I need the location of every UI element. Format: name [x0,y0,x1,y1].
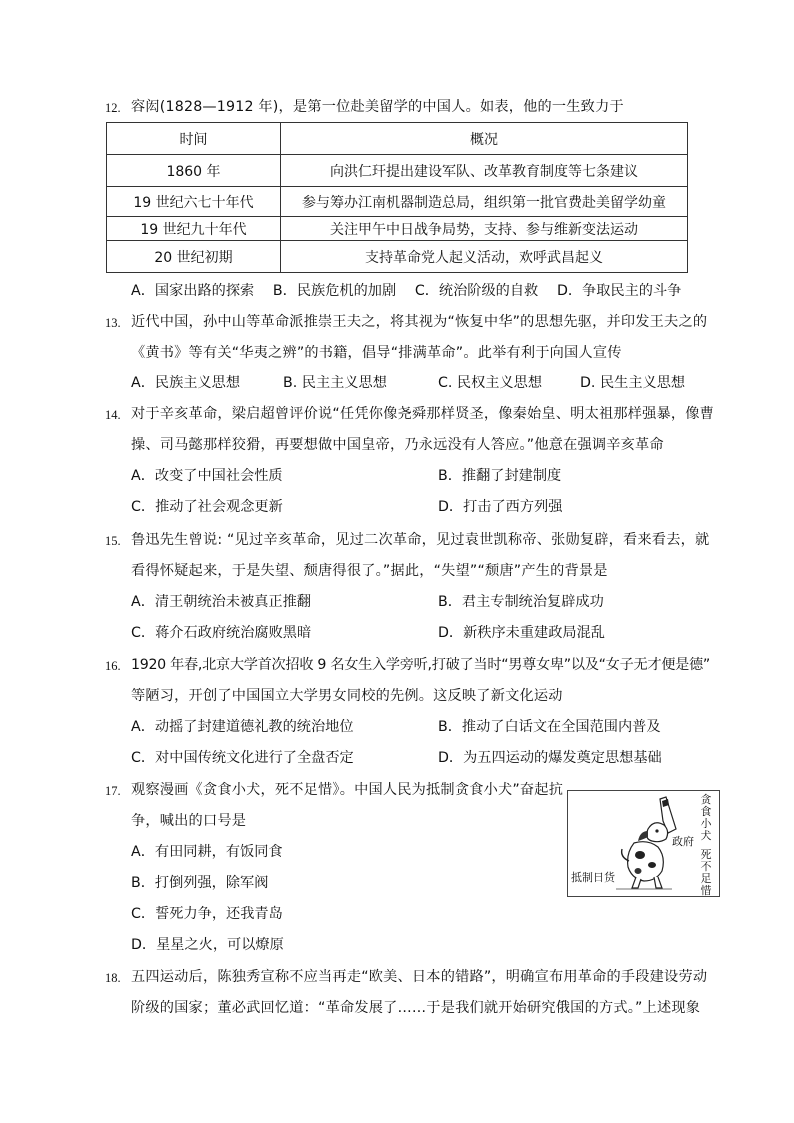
table-cell: 向洪仁玕提出建设军队、改革教育制度等七条建议 [281,155,688,187]
option-b: B．君主专制统治复辟成功 [438,594,604,610]
table-row [107,217,688,241]
question-stem-line: 五四运动后，陈独秀宣称不应当再走“欧美、日本的错路”，明确宣布用革命的手段建设劳动 [131,969,708,985]
table-cell: 关注甲午中日战争局势，支持、参与维新变法运动 [281,217,688,241]
question-stem-line: 操、司马懿那样狡猾，再要想做中国皇帝，乃永远没有人答应。”他意在强调辛亥革命 [131,437,664,453]
option-b: B．打倒列强，除军阀 [131,875,269,891]
table-cell: 1860 年 [107,155,281,187]
table-header-row [107,123,688,155]
question-stem: 容闳(1828—1912 年)，是第一位赴美留学的中国人。如表，他的一生致力于 [131,99,624,115]
question-number: 12. [105,101,121,115]
cartoon-image [567,790,720,897]
option-a: A．动摇了封建道德礼教的统治地位 [131,719,354,735]
table-cell: 参与筹办江南机器制造总局，组织第一批官费赴美留学幼童 [281,187,688,217]
history-table [106,122,688,273]
answer-options: A．国家出路的探索 B．民族危机的加剧 C．统治阶级的自救 D．争取民主的斗争 [131,283,682,299]
question-number: 17. [105,784,121,798]
question-stem-line: 《黄书》等有关“华夷之辨”的书籍，倡导“排满革命”。此举有利于向国人宣传 [131,345,622,361]
question-number: 16. [105,659,121,673]
option-c: C．蒋介石政府统治腐败黑暗 [131,625,312,641]
question-stem-line: 等陋习，开创了中国国立大学男女同校的先例。这反映了新文化运动 [131,688,563,704]
question-stem-line: 对于辛亥革命，梁启超曾评价说“任凭你像尧舜那样贤圣，像秦始皇、明太祖那样强暴，像曹 [131,406,715,422]
table-row [107,155,688,187]
option-b: B．推翻了封建制度 [438,468,562,484]
question-number: 13. [105,316,121,330]
table-cell: 20 世纪初期 [107,241,281,273]
option-b: B．推动了白话文在全国范围内普及 [438,719,661,735]
cartoon-label-boycott: 抵制日货 [571,871,615,884]
option-c: C．推动了社会观念更新 [131,499,283,515]
table-row [107,187,688,217]
option-d: D．星星之火，可以燎原 [131,937,284,953]
question-number: 14. [105,408,121,422]
option-c: C. 民权主义思想 [438,375,543,391]
option-d: D．为五四运动的爆发奠定思想基础 [438,750,662,766]
option-d: D. 民生主义思想 [580,375,686,391]
option-d: D．新秩序未重建政局混乱 [438,625,605,641]
question-stem-line: 争，喊出的口号是 [131,813,247,829]
question-number: 15. [105,534,121,548]
question-stem-line: 阶级的国家；董必武回忆道：“革命发展了……于是我们就开始研究俄国的方式。”上述现象 [131,1000,701,1016]
question-stem-line: 观察漫画《贪食小犬，死不足惜》。中国人民为抵制贪食小犬”奋起抗 [131,782,564,798]
cartoon-label-government: 政府 [672,835,694,848]
table-header-cell: 时间 [107,123,281,155]
table-cell: 支持革命党人起义活动，欢呼武昌起义 [281,241,688,273]
question-number: 18. [105,971,121,985]
cartoon-caption-col2: 死不足惜 [700,848,712,897]
table-cell: 19 世纪九十年代 [107,217,281,241]
table-header-cell: 概况 [281,123,688,155]
question-stem-line: 1920 年春,北京大学首次招收 9 名女生入学旁听,打破了当时“男尊女卑”以及“女子无才便是德” [131,657,710,673]
option-a: A．民族主义思想 [131,375,241,391]
option-c: C．誓死力争，还我青岛 [131,906,283,922]
question-stem-line: 近代中国，孙中山等革命派推崇王夫之，将其视为“恢复中华”的思想先驱，并印发王夫之的 [131,314,708,330]
table-cell: 19 世纪六七十年代 [107,187,281,217]
option-a: A．清王朝统治未被真正推翻 [131,594,311,610]
option-b: B. 民主主义思想 [283,375,387,391]
question-stem-line: 看得怀疑起来，于是失望、颓唐得很了。”据此，“失望”“颓唐”产生的背景是 [131,563,608,579]
option-a: A．改变了中国社会性质 [131,468,283,484]
option-d: D．打击了西方列强 [438,499,563,515]
table-row [107,241,688,273]
question-stem-line: 鲁迅先生曾说: “见过辛亥革命，见过二次革命，见过袁世凯称帝、张勋复辟，看来看去，就 [131,532,710,548]
cartoon-caption-col1: 贪食小犬 [700,793,712,842]
option-a: A．有田同耕，有饭同食 [131,844,283,860]
option-c: C．对中国传统文化进行了全盘否定 [131,750,354,766]
